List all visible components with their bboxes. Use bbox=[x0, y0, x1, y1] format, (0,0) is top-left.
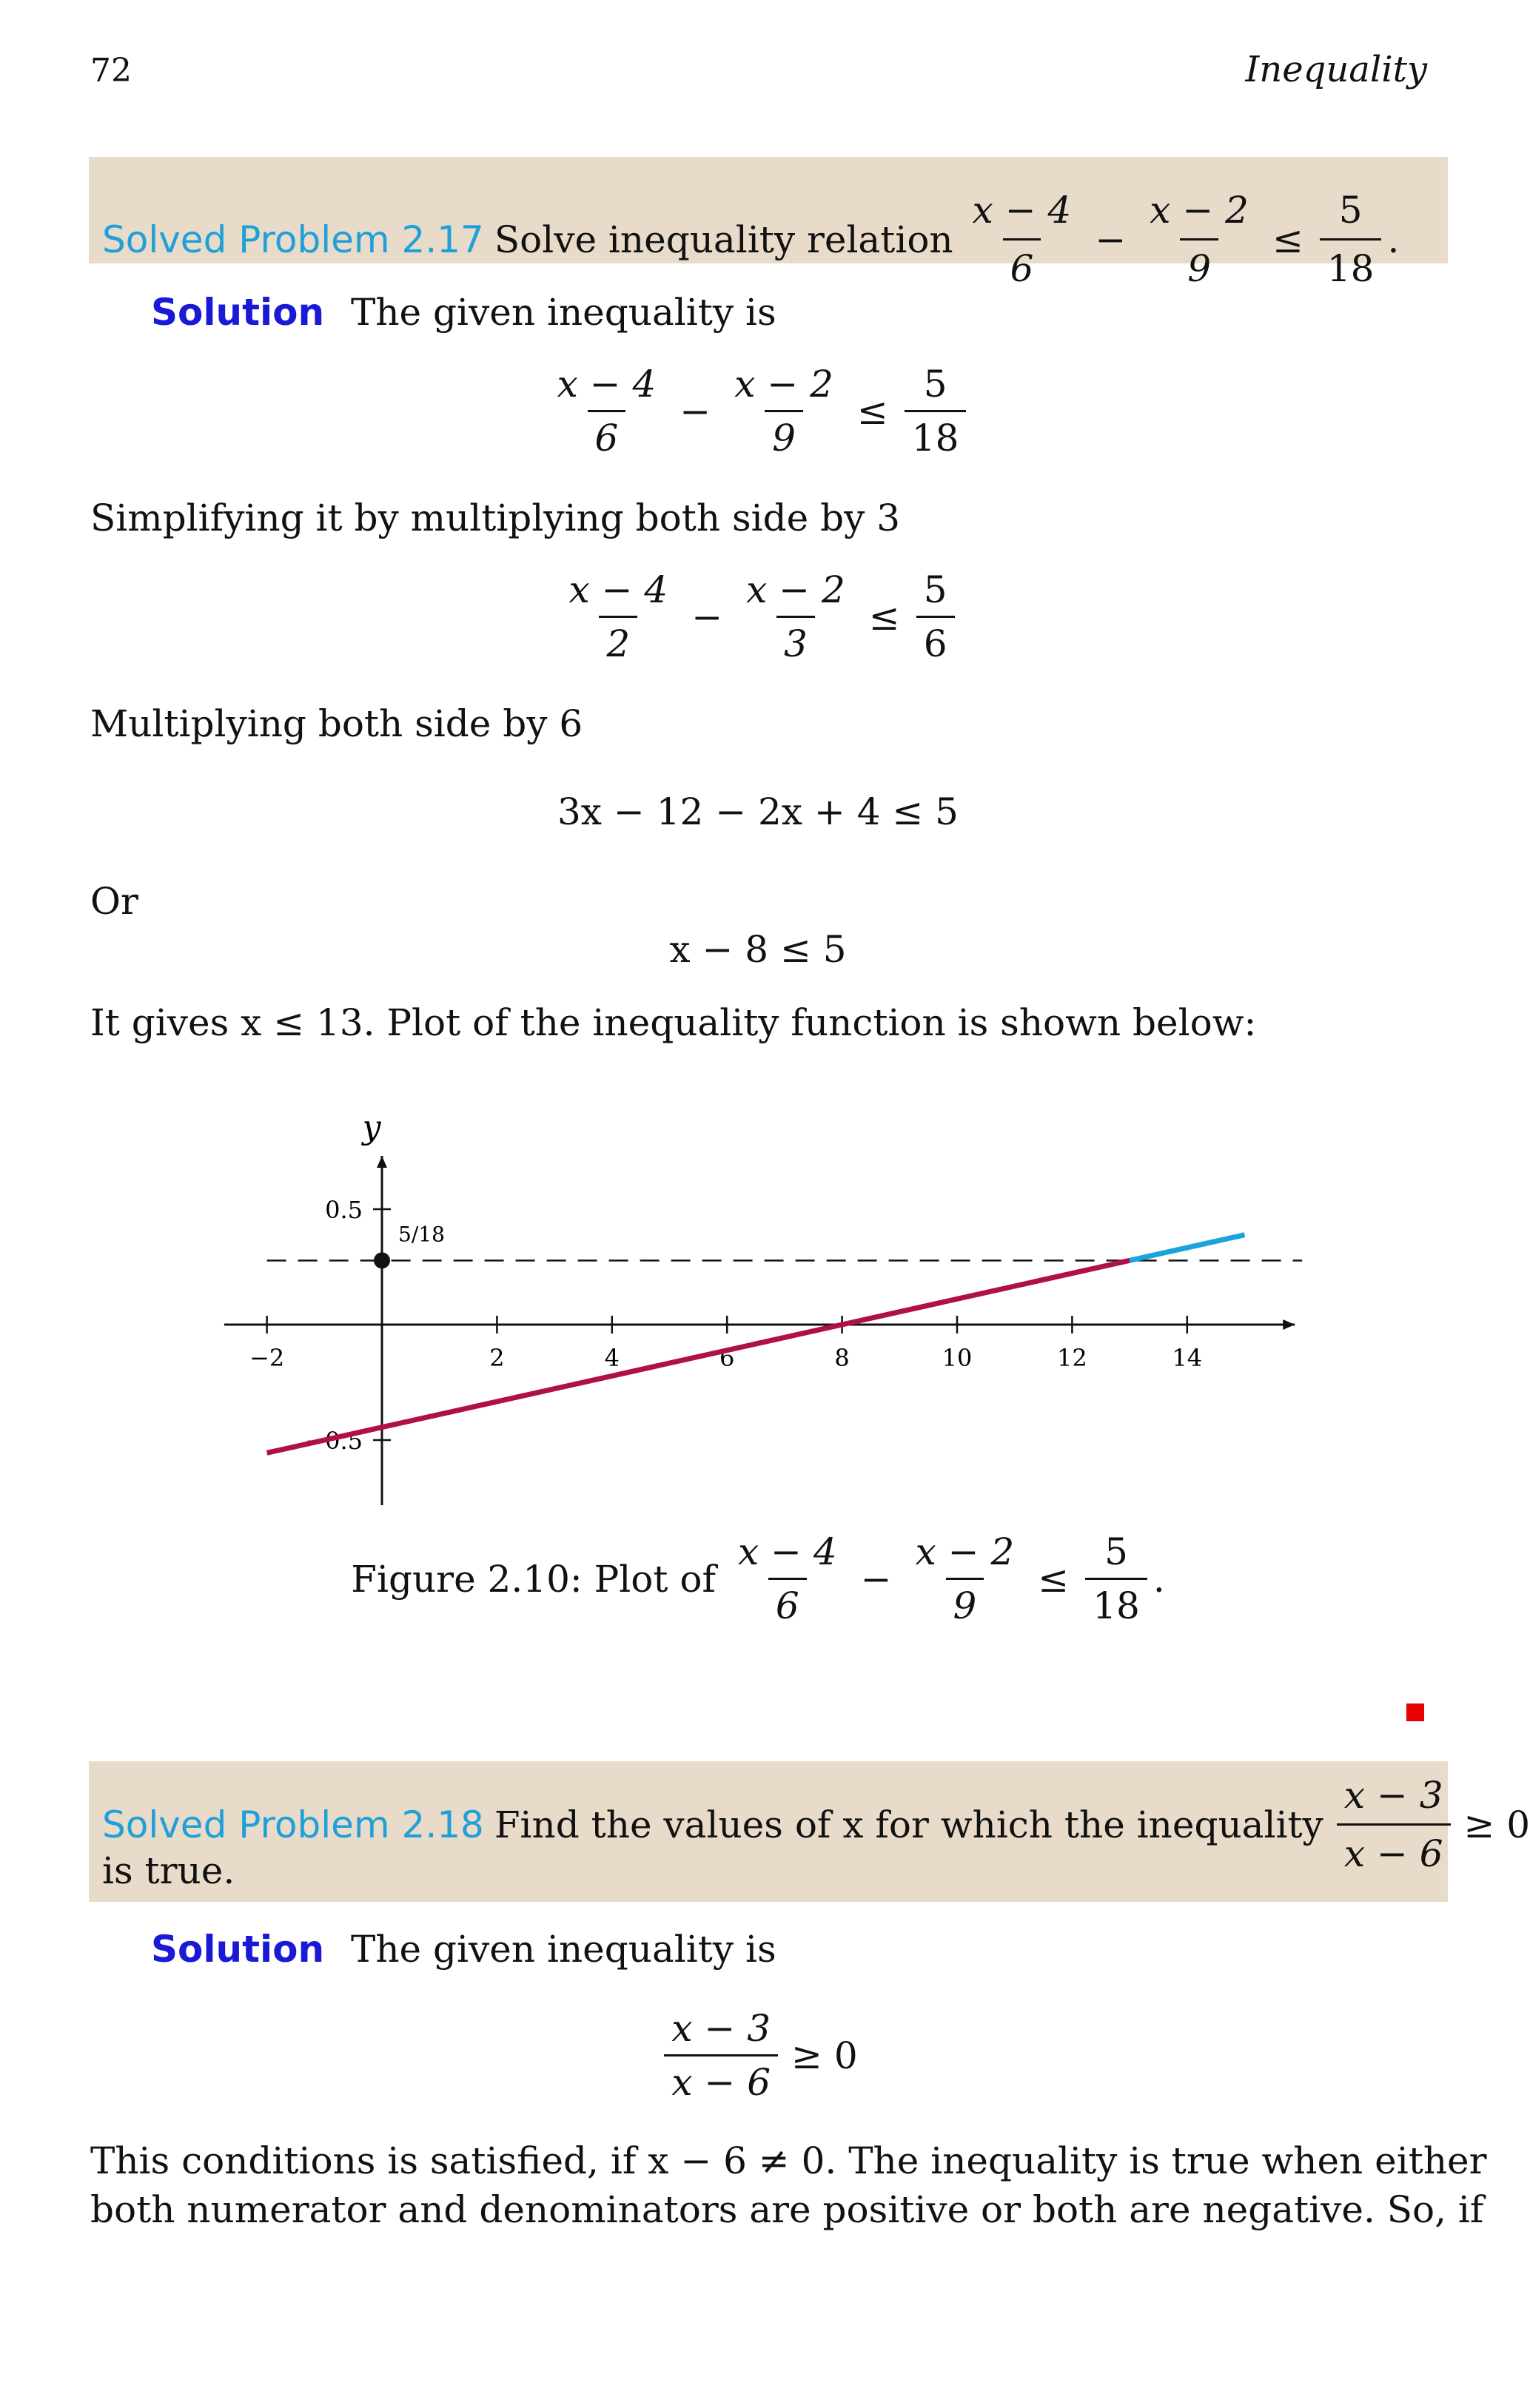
paragraph-line: This conditions is satisfied, if x − 6 ≠ 0. The inequality is true when either bbox=[90, 2139, 1487, 2182]
equation-1 bbox=[0, 363, 1516, 460]
relation: ≤ bbox=[868, 595, 900, 639]
equation-4: x − 8 ≤ 5 bbox=[669, 928, 847, 971]
x-axis-arrow bbox=[1283, 1319, 1295, 1330]
inequality-plot bbox=[192, 1095, 1318, 1510]
numerator: x − 4 bbox=[737, 1530, 837, 1573]
operator: − bbox=[680, 389, 711, 433]
y-axis-arrow bbox=[377, 1156, 387, 1168]
denominator: 18 bbox=[1085, 1578, 1147, 1627]
y-axis-label: y bbox=[362, 1109, 381, 1146]
series-line bbox=[267, 1260, 1130, 1453]
relation: ≥ 0 bbox=[791, 2034, 858, 2077]
reference-line-label: 5/18 bbox=[398, 1222, 445, 1247]
denominator: 3 bbox=[776, 616, 815, 665]
equation-5 bbox=[0, 2007, 1516, 2104]
period: . bbox=[1387, 218, 1400, 261]
section-title: Inequality bbox=[1245, 49, 1427, 90]
numerator: 5 bbox=[1104, 1530, 1128, 1573]
denominator: x − 6 bbox=[664, 2054, 778, 2104]
numerator: x − 4 bbox=[568, 568, 668, 611]
denominator: x − 6 bbox=[1337, 1823, 1451, 1877]
operator: − bbox=[1095, 218, 1127, 261]
numerator: 5 bbox=[923, 568, 947, 611]
series-line bbox=[1130, 1235, 1244, 1261]
numerator: x − 3 bbox=[671, 2007, 771, 2050]
relation: ≥ 0 bbox=[1463, 1803, 1530, 1846]
y-tick-label: 0.5 bbox=[325, 1196, 363, 1224]
problem-text: Solve inequality relation bbox=[494, 218, 953, 261]
problem-box-2-18 bbox=[89, 1761, 1530, 1902]
equation-2 bbox=[0, 568, 1516, 665]
problem-box-2-17 bbox=[89, 157, 1448, 290]
denominator: 6 bbox=[916, 616, 955, 665]
numerator: x − 2 bbox=[1150, 189, 1249, 232]
numerator: x − 2 bbox=[746, 568, 845, 611]
paragraph-line: both numerator and denominators are positive or both are negative. So, if bbox=[90, 2188, 1484, 2231]
solution-intro-text: The given inequality is bbox=[351, 1928, 776, 1971]
denominator: 9 bbox=[946, 1578, 984, 1627]
denominator: 6 bbox=[768, 1578, 807, 1627]
solution-tag: Solution bbox=[151, 1928, 325, 1971]
fraction bbox=[1142, 186, 1256, 292]
x-tick-label: 10 bbox=[942, 1344, 973, 1372]
denominator: 18 bbox=[1320, 238, 1382, 292]
relation: ≤ bbox=[1272, 218, 1303, 261]
x-tick-label: −2 bbox=[249, 1344, 285, 1372]
caption-prefix: Figure 2.10: Plot of bbox=[351, 1557, 716, 1601]
denominator: 6 bbox=[588, 410, 626, 460]
end-of-proof-marker bbox=[1406, 1704, 1424, 1721]
numerator: x − 4 bbox=[557, 363, 657, 406]
step-text: Or bbox=[90, 880, 138, 923]
numerator: x − 2 bbox=[915, 1530, 1015, 1573]
operator: − bbox=[691, 595, 723, 639]
operator: − bbox=[860, 1557, 892, 1601]
solution-intro bbox=[151, 1926, 776, 1973]
fraction bbox=[965, 186, 1079, 292]
solution-intro bbox=[151, 289, 776, 336]
step-text: Simplifying it by multiplying both side by 3 bbox=[90, 497, 901, 539]
page-number: 72 bbox=[90, 52, 132, 90]
step-text: Multiplying both side by 6 bbox=[90, 702, 583, 745]
numerator: x − 4 bbox=[972, 189, 1072, 232]
relation: ≤ bbox=[856, 389, 888, 433]
numerator: x − 2 bbox=[734, 363, 833, 406]
problem-tag: Solved Problem 2.17 bbox=[102, 218, 484, 261]
equation-3: 3x − 12 − 2x + 4 ≤ 5 bbox=[557, 790, 959, 833]
numerator: x − 3 bbox=[1343, 1774, 1443, 1817]
figure-caption bbox=[0, 1530, 1516, 1627]
denominator: 18 bbox=[905, 410, 967, 460]
x-tick-label: 8 bbox=[834, 1344, 850, 1372]
period: . bbox=[1152, 1557, 1165, 1601]
denominator: 6 bbox=[1003, 238, 1041, 292]
y-tick-label: −0.5 bbox=[305, 1427, 363, 1455]
denominator: 9 bbox=[1180, 238, 1218, 292]
numerator: 5 bbox=[1338, 189, 1363, 232]
denominator: 9 bbox=[765, 410, 803, 460]
relation: ≤ bbox=[1038, 1557, 1070, 1601]
problem-text-line2: is true. bbox=[102, 1849, 235, 1892]
numerator: 5 bbox=[923, 363, 947, 406]
conclusion-text: It gives x ≤ 13. Plot of the inequality function is shown below: bbox=[90, 1001, 1257, 1044]
solution-tag: Solution bbox=[151, 291, 325, 334]
x-tick-label: 4 bbox=[604, 1344, 620, 1372]
denominator: 2 bbox=[599, 616, 637, 665]
problem-text: Find the values of x for which the inequality bbox=[494, 1803, 1323, 1846]
x-tick-label: 2 bbox=[489, 1344, 505, 1372]
fraction bbox=[1337, 1772, 1451, 1877]
fraction bbox=[1320, 186, 1382, 292]
data-point bbox=[374, 1252, 390, 1268]
x-tick-label: 14 bbox=[1172, 1344, 1203, 1372]
x-tick-label: 12 bbox=[1057, 1344, 1087, 1372]
x-tick-label: 6 bbox=[719, 1344, 735, 1372]
problem-tag: Solved Problem 2.18 bbox=[102, 1803, 484, 1846]
solution-intro-text: The given inequality is bbox=[351, 291, 776, 334]
